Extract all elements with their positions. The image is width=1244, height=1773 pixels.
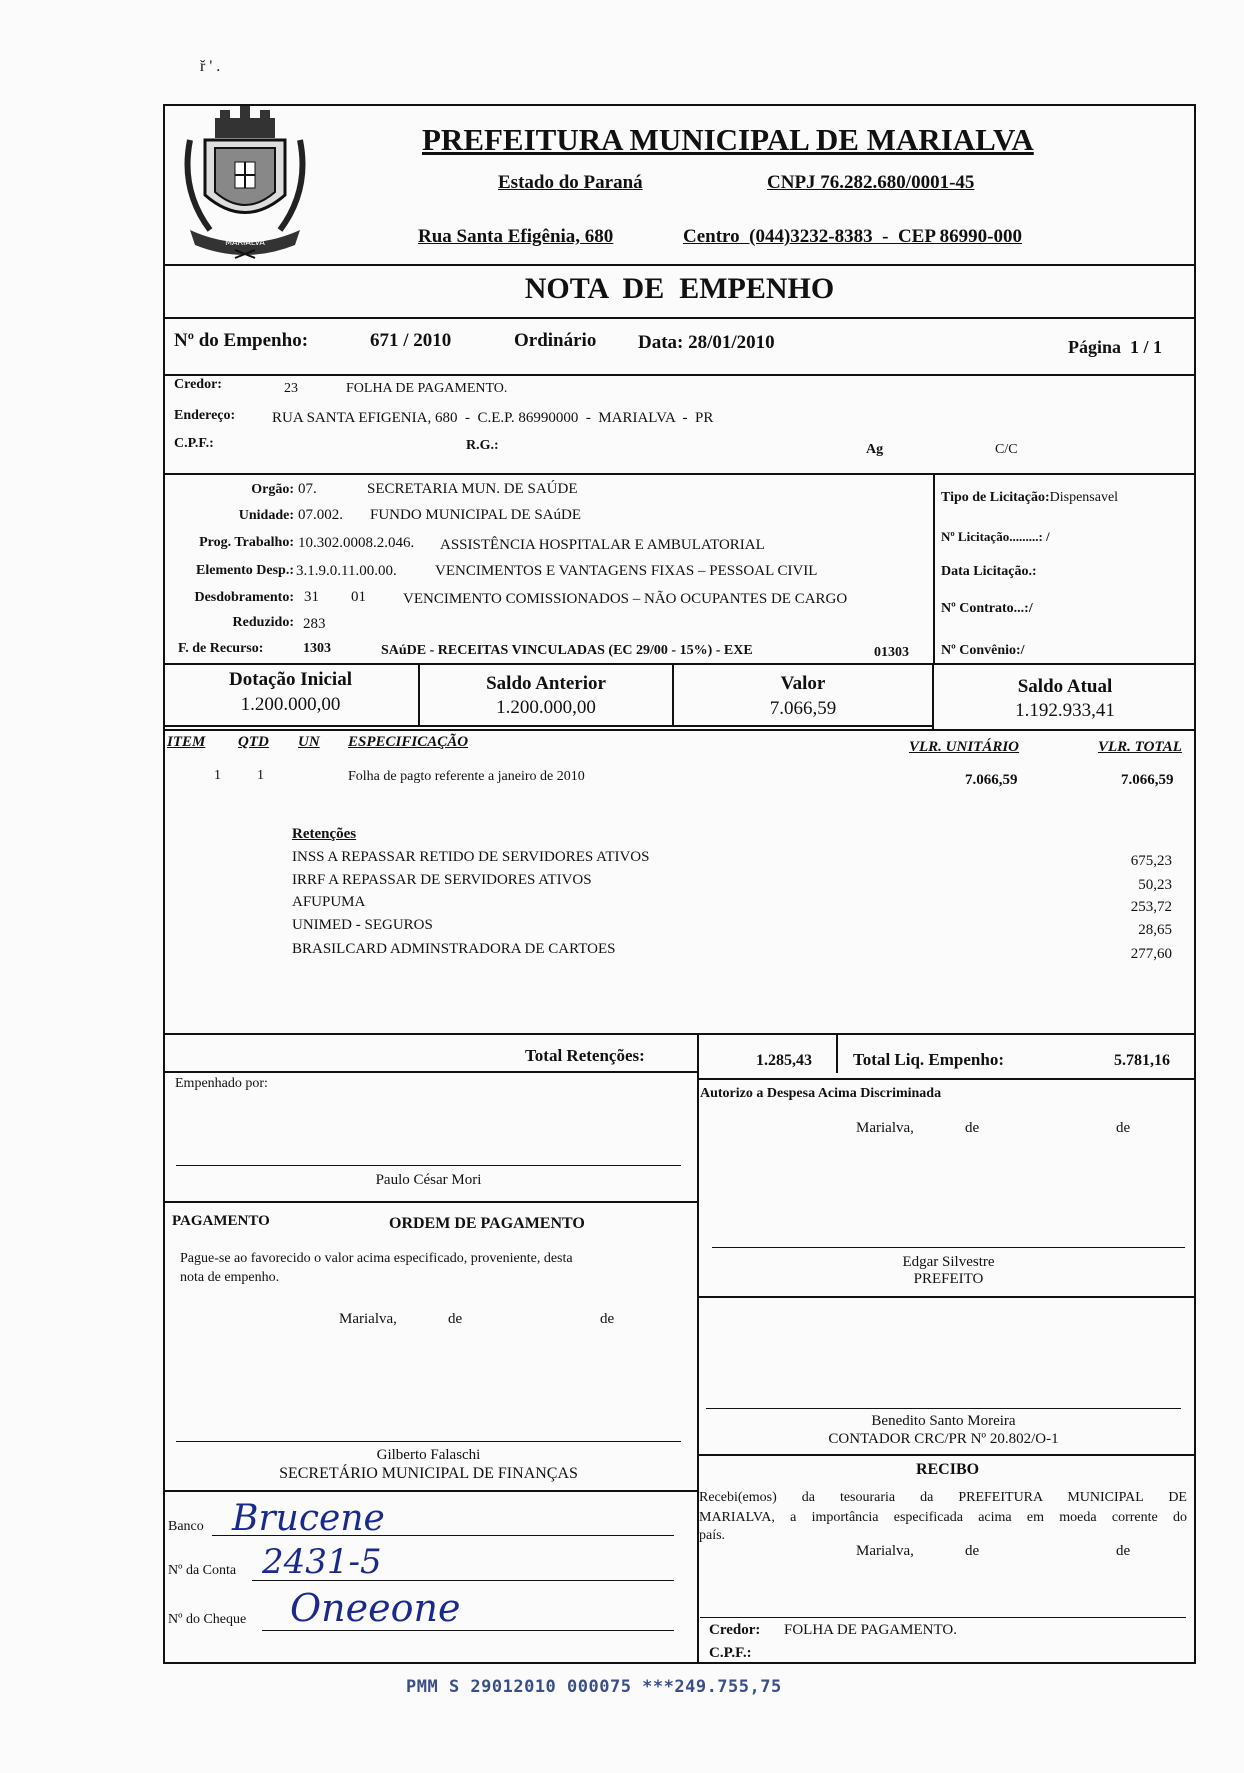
- recibo-city: Marialva,: [856, 1543, 914, 1559]
- secretario-name: Gilberto Falaschi: [376, 1447, 481, 1463]
- prefeito-name: Edgar Silvestre: [902, 1254, 995, 1270]
- elemento-code: 3.1.9.0.11.00.00.: [296, 563, 397, 579]
- machine-stamp: PMM S 29012010 000075 ***249.755,75: [406, 1677, 782, 1697]
- col-vlr-unitario: VLR. UNITÁRIO: [909, 739, 1020, 755]
- state-label: Estado do Paraná: [498, 172, 643, 193]
- banco-label: Banco: [168, 1519, 204, 1534]
- recibo-text-1: Recebi(emos) da tesouraria da PREFEITURA MUNICIPAL DE: [699, 1490, 1187, 1505]
- desdobramento-name: VENCIMENTO COMISSIONADOS – NÃO OCUPANTES DE CARGO: [403, 591, 848, 607]
- item-number: 1: [214, 768, 221, 783]
- cnpj-label: CNPJ 76.282.680/0001-45: [767, 172, 975, 193]
- credor-label: Credor:: [174, 377, 222, 392]
- empenhado-por-label: Empenhado por:: [175, 1076, 268, 1091]
- prog-name: ASSISTÊNCIA HOSPITALAR E AMBULATORIAL: [440, 537, 765, 553]
- retencao-name: UNIMED - SEGUROS: [292, 917, 433, 933]
- retencao-value: 50,23: [1138, 877, 1172, 893]
- recurso-code2: 01303: [874, 645, 909, 660]
- convenio-number: Nº Convênio:/: [941, 643, 1025, 658]
- recibo-de: de: [965, 1543, 980, 1559]
- elemento-label: Elemento Desp.:: [196, 563, 294, 578]
- street-label: Rua Santa Efigênia, 680: [418, 226, 614, 247]
- col-qtd: QTD: [238, 734, 269, 750]
- secretario-title: SECRETÁRIO MUNICIPAL DE FINANÇAS: [279, 1465, 578, 1482]
- recibo-credor-value: FOLHA DE PAGAMENTO.: [784, 1622, 957, 1638]
- col-un: UN: [298, 734, 320, 750]
- pagamento-de: de: [600, 1311, 615, 1327]
- total-liquido-value: 5.781,16: [1114, 1052, 1170, 1069]
- empenho-number-value: 671 / 2010: [370, 330, 452, 351]
- recurso-code: 1303: [303, 641, 331, 656]
- saldo-atual-value: 1.192.933,41: [1015, 700, 1115, 721]
- saldo-anterior-value: 1.200.000,00: [496, 697, 596, 718]
- credor-code: 23: [284, 381, 298, 396]
- retencao-name: IRRF A REPASSAR DE SERVIDORES ATIVOS: [292, 872, 592, 888]
- recibo-text-2: MARIALVA, a importância especificada acima em moeda corrente do: [699, 1510, 1187, 1525]
- banco-handwritten: Brucene: [232, 1498, 385, 1539]
- tipo-licitacao-value: Dispensavel: [1049, 490, 1119, 505]
- retencao-value: 277,60: [1130, 946, 1172, 962]
- contador-name: Benedito Santo Moreira: [871, 1413, 1016, 1429]
- ag-label: Ag: [866, 442, 884, 457]
- coat-of-arms-logo: [170, 100, 320, 260]
- recibo-title: RECIBO: [915, 1461, 980, 1478]
- empenho-date: Data: 28/01/2010: [638, 332, 775, 353]
- orgao-name: SECRETARIA MUN. DE SAÚDE: [367, 481, 578, 497]
- licitacao-number: Nº Licitação.........: /: [941, 529, 1050, 544]
- endereco-value: RUA SANTA EFIGENIA, 680 - C.E.P. 86990000 - MARIALVA - PR: [272, 410, 714, 426]
- elemento-name: VENCIMENTOS E VANTAGENS FIXAS – PESSOAL CIVIL: [435, 563, 818, 579]
- prog-code: 10.302.0008.2.046.: [298, 535, 415, 551]
- retencao-value: 253,72: [1130, 899, 1172, 915]
- retencoes-title: Retenções: [292, 826, 357, 842]
- prog-label: Prog. Trabalho:: [199, 535, 294, 550]
- pagamento-city: Marialva,: [339, 1311, 397, 1327]
- pagamento-text: Pague-se ao favorecido o valor acima especificado, proveniente, desta: [180, 1251, 573, 1266]
- saldo-atual-label: Saldo Atual: [1017, 676, 1113, 697]
- endereco-label: Endereço:: [174, 408, 236, 423]
- retencao-value: 675,23: [1130, 853, 1172, 869]
- recibo-de: de: [1116, 1543, 1131, 1559]
- credor-name: FOLHA DE PAGAMENTO.: [346, 381, 508, 396]
- document-title: NOTA DE EMPENHO: [524, 272, 835, 305]
- municipality-title: PREFEITURA MUNICIPAL DE MARIALVA: [422, 122, 1034, 157]
- empenho-type: Ordinário: [514, 330, 597, 351]
- contador-title: CONTADOR CRC/PR Nº 20.802/O-1: [828, 1431, 1059, 1447]
- col-especificacao: ESPECIFICAÇÃO: [348, 734, 469, 750]
- desdobramento-code: 31: [304, 589, 319, 605]
- empenhado-por-name: Paulo César Mori: [375, 1172, 482, 1188]
- pagamento-label: PAGAMENTO: [172, 1213, 270, 1229]
- empenho-number-label: Nº do Empenho:: [174, 330, 309, 351]
- retencao-name: BRASILCARD ADMINSTRADORA DE CARTOES: [292, 941, 616, 957]
- recibo-text-3: país.: [699, 1528, 726, 1543]
- rg-label: R.G.:: [466, 438, 499, 453]
- saldos-row: [163, 663, 1196, 729]
- autorizo-label: Autorizo a Despesa Acima Discriminada: [700, 1086, 942, 1101]
- col-vlr-total: VLR. TOTAL: [1098, 739, 1182, 755]
- address-label: Centro (044)3232-8383 - CEP 86990-000: [683, 226, 1022, 247]
- total-liquido-label: Total Liq. Empenho:: [853, 1050, 1004, 1069]
- item-description: Folha de pagto referente a janeiro de 2010: [348, 769, 585, 784]
- conta-handwritten: 2431-5: [262, 1542, 382, 1582]
- desdobramento-sub: 01: [351, 589, 366, 605]
- cpf-label: C.P.F.:: [174, 436, 214, 451]
- dotacao-inicial-label: Dotação Inicial: [229, 669, 352, 690]
- total-retencoes-value: 1.285,43: [756, 1052, 812, 1069]
- reduzido-label: Reduzido:: [232, 615, 294, 630]
- pagamento-text-2: nota de empenho.: [180, 1270, 280, 1285]
- autorizo-de: de: [965, 1120, 980, 1136]
- recibo-cpf-label: C.P.F.:: [709, 1645, 752, 1661]
- unidade-name: FUNDO MUNICIPAL DE SAúDE: [370, 507, 581, 523]
- autorizo-de: de: [1116, 1120, 1131, 1136]
- valor-value: 7.066,59: [769, 698, 837, 719]
- contrato-number: Nº Contrato...:/: [941, 601, 1033, 616]
- cc-label: C/C: [995, 442, 1018, 457]
- item-total-value: 7.066,59: [1121, 772, 1174, 788]
- cheque-handwritten: Oneeone: [290, 1586, 461, 1630]
- desdobramento-label: Desdobramento:: [194, 590, 294, 605]
- recurso-label: F. de Recurso:: [178, 641, 264, 656]
- recibo-credor-label: Credor:: [709, 1622, 761, 1638]
- col-item: ITEM: [167, 734, 206, 750]
- svg-text:MARIALVA: MARIALVA: [225, 238, 265, 247]
- tipo-licitacao-label: Tipo de Licitação:: [941, 490, 1050, 505]
- autorizo-city: Marialva,: [856, 1120, 914, 1136]
- dotacao-inicial-value: 1.200.000,00: [240, 694, 341, 715]
- page-number: Página 1 / 1: [1068, 337, 1163, 357]
- orgao-label: Orgão:: [251, 482, 294, 497]
- top-mark: ř ' .: [200, 58, 221, 75]
- valor-label: Valor: [780, 673, 826, 694]
- unidade-label: Unidade:: [238, 508, 294, 523]
- pagamento-de: de: [448, 1311, 463, 1327]
- item-qtd: 1: [257, 768, 264, 783]
- retencao-name: INSS A REPASSAR RETIDO DE SERVIDORES ATIVOS: [292, 849, 650, 865]
- item-unit-value: 7.066,59: [965, 772, 1018, 788]
- unidade-code: 07.002.: [298, 507, 343, 523]
- saldo-anterior-label: Saldo Anterior: [486, 673, 606, 694]
- ordem-pagamento-label: ORDEM DE PAGAMENTO: [389, 1215, 585, 1232]
- retencao-name: AFUPUMA: [292, 894, 366, 910]
- conta-label: Nº da Conta: [168, 1563, 237, 1578]
- reduzido-code: 283: [303, 616, 326, 632]
- recurso-name: SAúDE - RECEITAS VINCULADAS (EC 29/00 - 15%) - EXE: [381, 643, 753, 658]
- cheque-label: Nº do Cheque: [168, 1612, 247, 1627]
- tipo-licitacao: [941, 490, 1118, 506]
- licitacao-date: Data Licitação.:: [941, 564, 1037, 579]
- prefeito-title: PREFEITO: [913, 1271, 984, 1287]
- total-retencoes-label: Total Retenções:: [525, 1046, 645, 1065]
- orgao-code: 07.: [298, 481, 317, 497]
- retencao-value: 28,65: [1138, 922, 1172, 938]
